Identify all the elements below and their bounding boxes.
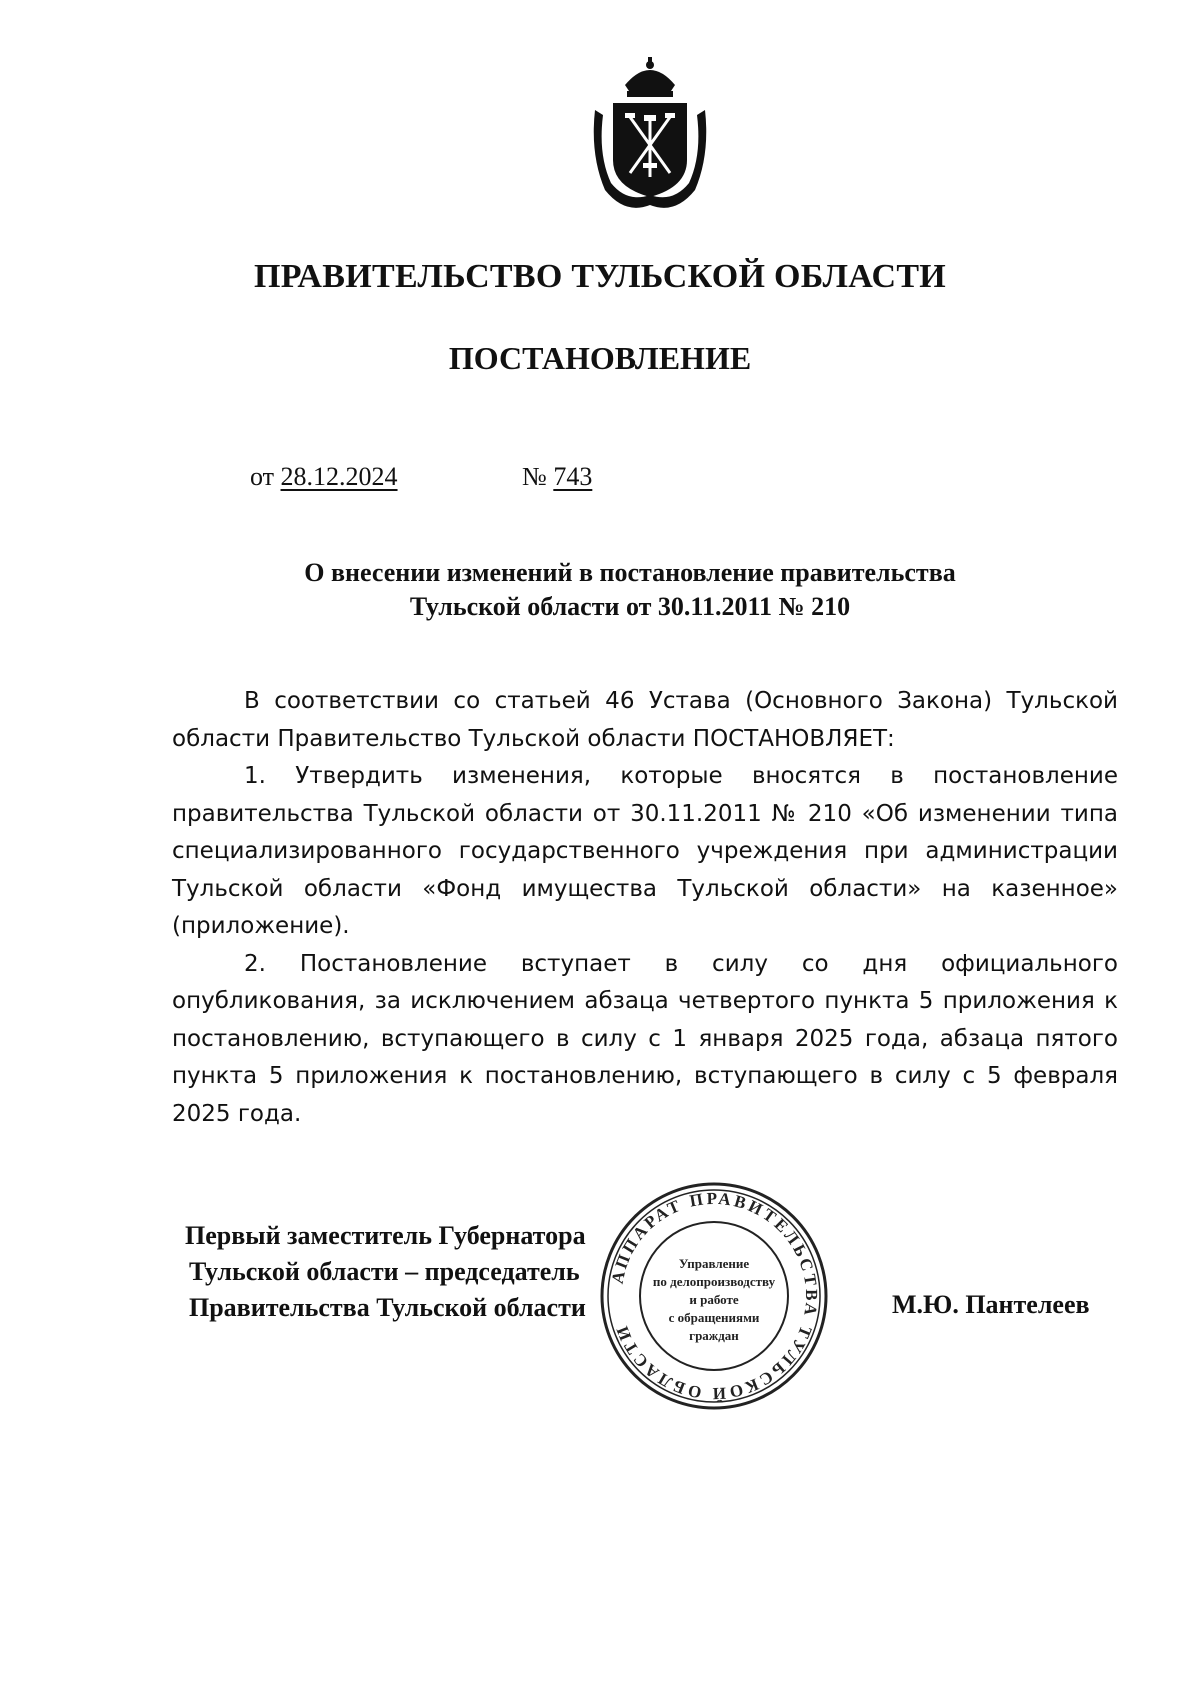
- number-line: [522, 462, 592, 492]
- coat-of-arms-icon: [585, 55, 715, 220]
- document-body: [172, 683, 1118, 1133]
- seal-center-text: граждан: [689, 1328, 739, 1343]
- position-line: Правительства Тульской области: [189, 1293, 586, 1322]
- document-type: ПОСТАНОВЛЕНИЕ: [448, 340, 752, 376]
- seal-center-text: Управление: [678, 1256, 750, 1271]
- subject-line: Тульской области от 30.11.2011 № 210: [409, 592, 851, 621]
- number-prefix: №: [522, 462, 547, 491]
- subject-line: О внесении изменений в постановление правительства: [304, 558, 956, 587]
- date-prefix: от: [250, 462, 275, 491]
- document-date: 28.12.2024: [280, 462, 398, 491]
- seal-center-text: и работе: [689, 1292, 739, 1307]
- seal-ring-text: АППАРАТ ПРАВИТЕЛЬСТВА ТУЛЬСКОЙ ОБЛАСТИ: [607, 1188, 822, 1404]
- position-line: Первый заместитель Губернатора: [185, 1221, 586, 1250]
- organization-title: ПРАВИТЕЛЬСТВО ТУЛЬСКОЙ ОБЛАСТИ: [253, 258, 947, 295]
- document-subject: [170, 556, 1090, 624]
- signatory-position: [185, 1218, 586, 1326]
- date-line: [250, 462, 398, 492]
- body-paragraph: 2. Постановление вступает в силу со дня официального опубликования, за исключением абзаца четвертого пункта 5 приложения к постановлению, вступающего в силу с 1 января 2025 года, абзаца пятого пункта 5 приложения к постановлению, вступающего в силу с 5 февраля 2025 года.: [172, 950, 1118, 1127]
- official-seal: [598, 1180, 830, 1412]
- document-number: 743: [553, 462, 593, 491]
- signatory-name: М.Ю. Пантелеев: [892, 1290, 1090, 1319]
- position-line: Тульской области – председатель: [189, 1257, 580, 1286]
- body-paragraph: 1. Утвердить изменения, которые вносятся в постановление правительства Тульской области от 30.11.2011 № 210 «Об изменении типа специализированного государственного учреждения при администрации Тульской области «Фонд имущества Тульской области» на казенное» (приложение).: [172, 763, 1118, 939]
- body-paragraph: В соответствии со статьей 46 Устава (Основного Закона) Тульской области Правительство Тульской области ПОСТАНОВЛЯЕТ:: [172, 688, 1118, 752]
- seal-center-text: с обращениями: [668, 1310, 760, 1325]
- seal-center-text: по делопроизводству: [652, 1274, 776, 1289]
